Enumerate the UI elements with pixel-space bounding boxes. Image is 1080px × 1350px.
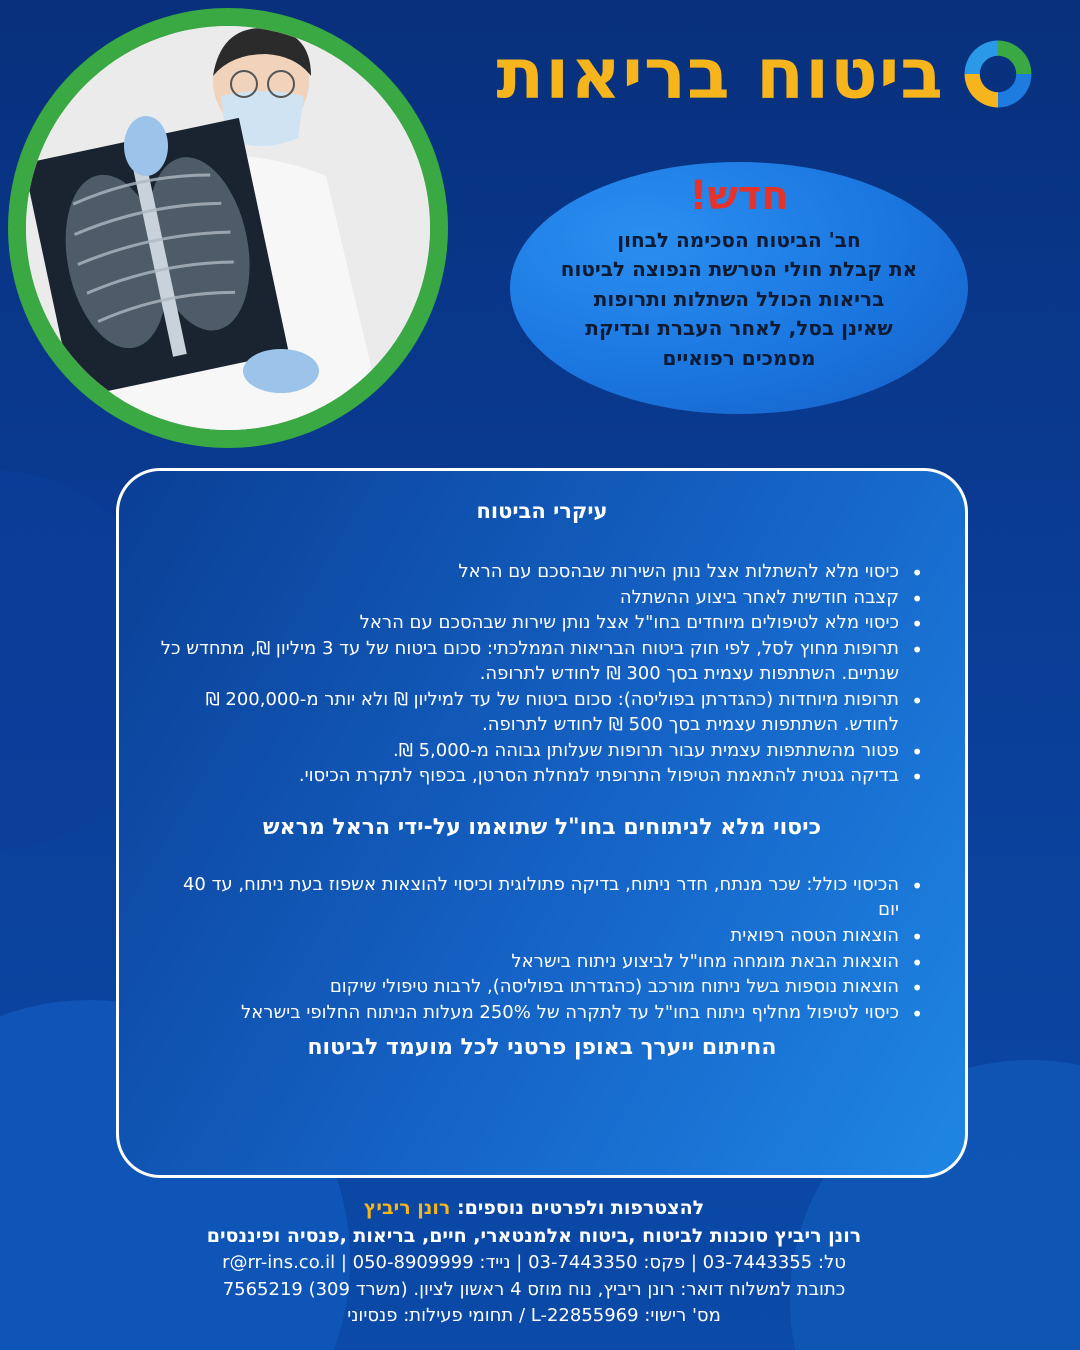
swirl-logo-icon <box>960 36 1036 112</box>
doctor-photo-frame <box>8 8 448 448</box>
list-item: • הוצאות הבאת מומחה מחו"ל לביצוע ניתוח בישראל <box>159 949 899 975</box>
list-item: • כיסוי מלא להשתלות אצל נותן השירות שבהסכם עם הראל <box>159 559 899 585</box>
contact-footer <box>130 1194 938 1330</box>
coverage-card <box>116 468 968 1178</box>
contact-name: רונן ריביץ <box>363 1197 451 1219</box>
list-item: • הוצאות נוספות בשל ניתוח מורכב (כהגדרתו בפוליסה), לרבות טיפולי שיקום <box>159 974 899 1000</box>
list-item: • כיסוי לטיפול מחליף ניתוח בחו"ל עד לתקרה של 250% מעלות הניתוח החלופי בישראל <box>159 1000 899 1026</box>
brand-header <box>496 33 1036 115</box>
phone-line: טל: 03-7443355 | פקס: 03-7443350 | נייד: 050-8909999 | r@rr-ins.co.il <box>222 1252 846 1274</box>
list-item: • הוצאות הטסה רפואית <box>159 923 899 949</box>
list-item: • הכיסוי כולל: שכר מנתח, חדר ניתוח, בדיקה פתולוגית וכיסוי להוצאות אשפוז בעת ניתוח, עד 40 יום <box>159 872 899 923</box>
news-body <box>524 226 954 373</box>
news-line: את קבלת חולי הטרשת הנפוצה לביטוח <box>560 257 918 282</box>
contact-line <box>130 1194 938 1222</box>
news-line: שאינן בסל, לאחר העברת ובדיקת <box>585 316 893 341</box>
list-item: • בדיקה גנטית להתאמת הטיפול התרופתי למחלת הסרטן, בכפוף לתקרת הכיסוי. <box>159 763 899 789</box>
address-line: כתובת למשלוח דואר: רונן ריביץ, נוח מוזס 4 ראשון לציון. (משרד 309) 7565219 <box>222 1278 846 1300</box>
license-line: מס' רישוי: L-22855969 / תחומי פעילות: פנסיוני <box>347 1305 721 1327</box>
news-title: חדש! <box>689 173 789 219</box>
list-item: • קצבה חודשית לאחר ביצוע ההשתלה <box>159 585 899 611</box>
news-bubble <box>510 162 968 414</box>
news-line: בריאות הכולל השתלות ותרופות <box>593 286 885 311</box>
underwriting-note: החיתום ייערך באופן פרטני לכל מועמד לביטוח <box>307 1035 777 1061</box>
list-item: • פטור מהשתתפות עצמית עבור תרופות שעלותן גבוהה מ-5,000 ₪. <box>159 738 899 764</box>
coverage-heading: עיקרי הביטוח <box>476 499 608 523</box>
agency-name: רונן ריביץ סוכנות לביטוח ,ביטוח אלמנטארי, חיים, בריאות ,פנסיה ופיננסים <box>206 1225 862 1248</box>
list-item: • תרופות מיוחדות (כהגדרתן בפוליסה): סכום ביטוח של עד למיליון ₪ ולא יותר מ-200,000 ₪ לחודש. השתתפות עצמית בסך 500 ₪ לחודש לתרופה. <box>159 687 899 738</box>
surgery-heading: כיסוי מלא לניתוחים בחו"ל שתואמו על-ידי הראל מראש <box>262 814 822 840</box>
contact-prefix: להצטרפות ולפרטים נוספים: <box>456 1197 705 1219</box>
surgery-list <box>159 872 925 1025</box>
doctor-xray-illustration <box>26 26 430 430</box>
doctor-xray-photo <box>26 26 430 430</box>
list-item: • תרופות מחוץ לסל, לפי חוק ביטוח הבריאות הממלכתי: סכום ביטוח של עד 3 מיליון ₪, מתחדש כל שנתיים. השתתפות עצמית בסך 300 ₪ לחודש לתרופה. <box>159 636 899 687</box>
list-item: • כיסוי מלא לטיפולים מיוחדים בחו"ל אצל נותן שירות שבהסכם עם הראל <box>159 610 899 636</box>
coverage-list <box>159 559 925 789</box>
news-line: חב' הביטוח הסכימה לבחון <box>617 228 861 252</box>
brand-title: ביטוח בריאות <box>496 33 944 115</box>
news-line: מסמכים רפואיים <box>662 345 816 370</box>
